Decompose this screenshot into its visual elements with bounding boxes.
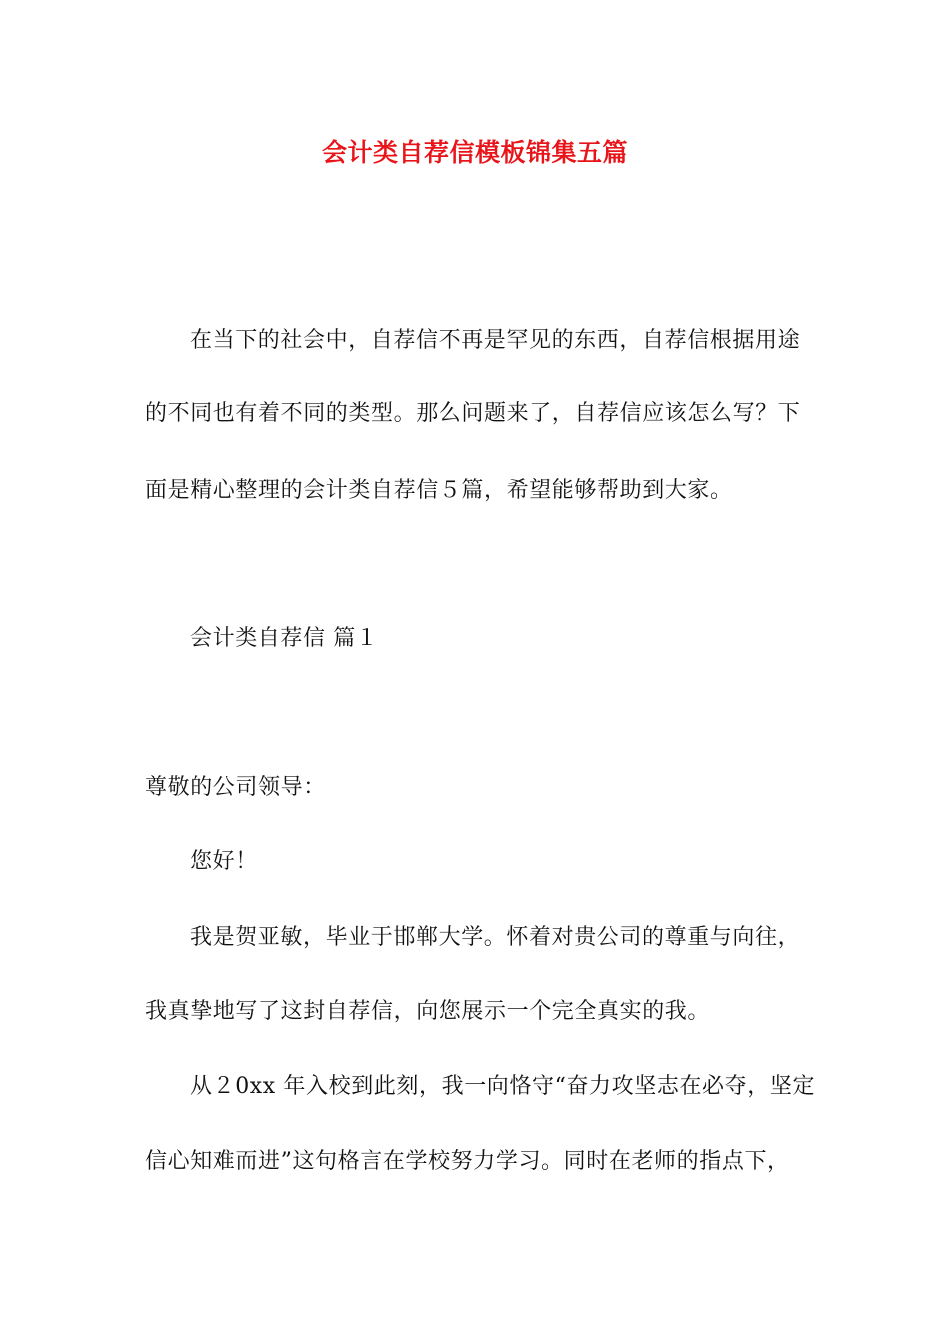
paragraph-2-line-1: 从２0xx 年入校到此刻，我一向恪守“奋力攻坚志在必夺，坚定	[190, 1074, 816, 1099]
intro-line-3: 面是精心整理的会计类自荐信５篇，希望能够帮助到大家。	[145, 478, 733, 503]
intro-line-1: 在当下的社会中，自荐信不再是罕见的东西，自荐信根据用途	[190, 328, 801, 353]
intro-line-2: 的不同也有着不同的类型。那么问题来了，自荐信应该怎么写？下	[145, 401, 801, 426]
greeting: 您好！	[190, 849, 258, 874]
paragraph-2-line-2: 信心知难而进”这句格言在学校努力学习。同时在老师的指点下，	[145, 1149, 790, 1174]
section-heading: 会计类自荐信 篇１	[190, 626, 379, 651]
paragraph-1-line-1: 我是贺亚敏，毕业于邯郸大学。怀着对贵公司的尊重与向往，	[190, 925, 801, 950]
document-title: 会计类自荐信模板锦集五篇	[321, 138, 628, 167]
salutation: 尊敬的公司领导：	[145, 775, 326, 800]
paragraph-1-line-2: 我真挚地写了这封自荐信，向您展示一个完全真实的我。	[145, 999, 711, 1024]
